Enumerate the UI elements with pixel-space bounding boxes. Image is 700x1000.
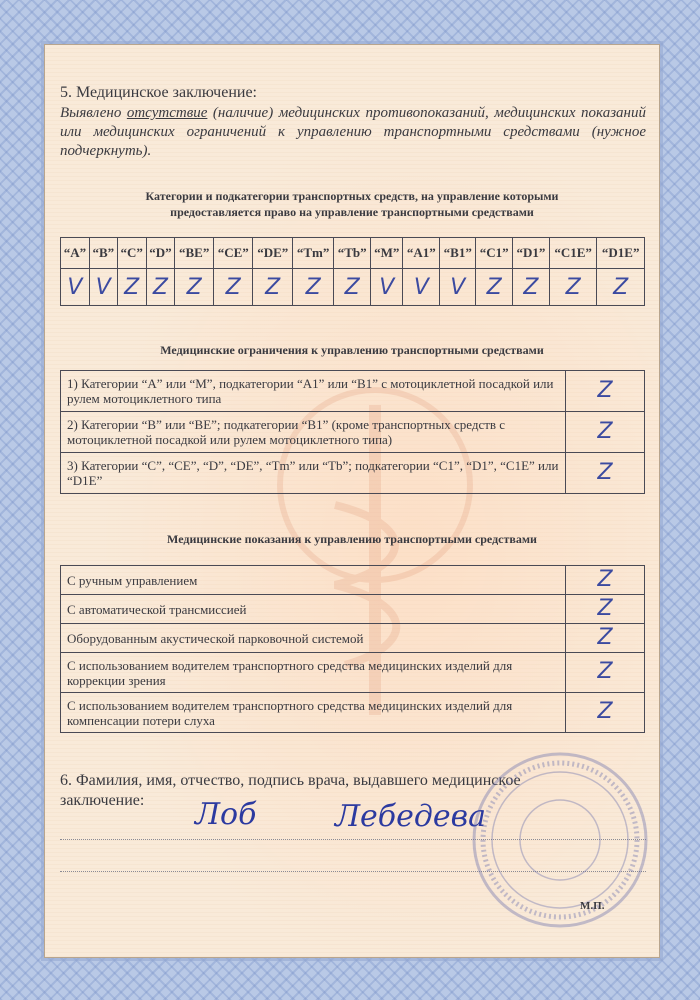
handwritten-mark: Z — [486, 274, 502, 300]
limitations-row-text: 1) Категории “A” или “M”, подкатегории “A1” или “B1” с мотоциклетной посадкой или рулем мотоциклетного типа — [61, 371, 566, 412]
category-header: “A” — [61, 238, 90, 269]
categories-table — [60, 237, 645, 306]
category-mark-cell — [549, 269, 597, 306]
category-mark-cell — [253, 269, 293, 306]
handwritten-mark: Z — [225, 274, 241, 300]
indications-row-text: Оборудованным акустической парковочной системой — [61, 624, 566, 653]
round-seal-stamp — [470, 750, 650, 930]
handwritten-mark: V — [95, 274, 111, 300]
indications-row-mark-cell — [566, 595, 645, 624]
handwritten-mark: Z — [186, 274, 202, 300]
category-mark-cell — [89, 269, 117, 306]
category-header: “C1E” — [549, 238, 597, 269]
category-mark-cell — [146, 269, 175, 306]
indications-caption: Медицинские показания к управлению транспортными средствами — [167, 532, 537, 546]
categories-marks-row — [61, 269, 645, 306]
limitations-row-mark-cell — [566, 412, 645, 453]
category-header: “D” — [146, 238, 175, 269]
indications-table — [60, 565, 645, 733]
category-mark-cell — [334, 269, 371, 306]
category-header: “Tm” — [292, 238, 333, 269]
handwritten-mark: Z — [597, 377, 613, 403]
category-mark-cell — [371, 269, 403, 306]
category-header: “A1” — [403, 238, 440, 269]
handwritten-mark: Z — [597, 699, 613, 724]
indications-row-mark-cell — [566, 566, 645, 595]
limitations-row-text: 3) Категории “C”, “CE”, “D”, “DE”, “Tm” или “Tb”; подкатегории “C1”, “D1”, “C1E” или “D1E” — [61, 453, 566, 494]
category-mark-cell — [61, 269, 90, 306]
doctor-signature-surname: Лебедева — [335, 799, 486, 834]
limitations-row-mark-cell — [566, 371, 645, 412]
category-header: “M” — [371, 238, 403, 269]
indications-row-mark-cell — [566, 624, 645, 653]
limitations-row-text: 2) Категории “B” или “BE”; подкатегории “B1” (кроме транспортных средств с мотоциклетной посадкой или рулем мотоциклетного типа) — [61, 412, 566, 453]
limitations-table — [60, 370, 645, 494]
limitations-row — [61, 412, 645, 453]
handwritten-mark: Z — [124, 274, 140, 300]
category-mark-cell — [513, 269, 550, 306]
handwritten-mark: V — [379, 274, 395, 300]
underlined-word: отсутствие — [126, 105, 208, 121]
category-header: “B” — [89, 238, 117, 269]
indications-row-mark-cell — [566, 653, 645, 693]
category-header: “CE” — [213, 238, 253, 269]
category-header: “C” — [117, 238, 146, 269]
category-header: “Tb” — [334, 238, 371, 269]
limitations-row — [61, 453, 645, 494]
category-mark-cell — [213, 269, 253, 306]
section5-title: 5. Медицинское заключение: — [60, 84, 257, 101]
indications-row — [61, 653, 645, 693]
categories-caption: Категории и подкатегории транспортных средств, на управление которыми предоставляется право на управление транспортными средствами — [145, 189, 559, 219]
indications-row — [61, 595, 645, 624]
indications-row-text: С использованием водителем транспортного средства медицинских изделий для компенсации потери слуха — [61, 693, 566, 733]
handwritten-mark: Z — [152, 274, 168, 300]
handwritten-mark: Z — [597, 595, 613, 621]
indications-row — [61, 624, 645, 653]
limitations-caption: Медицинские ограничения к управлению транспортными средствами — [160, 343, 544, 357]
category-mark-cell — [292, 269, 333, 306]
category-mark-cell — [476, 269, 513, 306]
form-paper — [44, 44, 660, 958]
limitations-row-mark-cell — [566, 453, 645, 494]
category-mark-cell — [597, 269, 645, 306]
categories-header-row — [61, 238, 645, 269]
section5-text: Выявлено отсутствие (наличие) медицинских противопоказаний, медицинских показаний или медицинских ограничений к управлению транспортными средствами (нужное подчеркнуть). — [60, 105, 646, 159]
handwritten-mark: Z — [597, 459, 613, 485]
indications-row — [61, 566, 645, 595]
category-header: “C1” — [476, 238, 513, 269]
category-mark-cell — [403, 269, 440, 306]
handwritten-mark: Z — [597, 624, 613, 650]
category-mark-cell — [440, 269, 476, 306]
doctor-signature: Лоб — [195, 797, 257, 832]
category-header: “DE” — [253, 238, 293, 269]
handwritten-mark: Z — [597, 659, 613, 684]
seal-label: М.П. — [580, 900, 605, 912]
section6-title: 6. Фамилия, имя, отчество, подпись врача, выдавшего медицинское заключение: — [60, 772, 521, 809]
handwritten-mark: Z — [305, 274, 321, 300]
handwritten-mark: V — [450, 274, 466, 300]
category-header: “D1E” — [597, 238, 645, 269]
handwritten-mark: Z — [597, 418, 613, 444]
handwritten-mark: Z — [613, 274, 629, 300]
handwritten-mark: Z — [597, 566, 613, 592]
indications-row-mark-cell — [566, 693, 645, 733]
handwritten-mark: Z — [265, 274, 281, 300]
indications-row-text: С автоматической трансмиссией — [61, 595, 566, 624]
limitations-row — [61, 371, 645, 412]
handwritten-mark: V — [413, 274, 429, 300]
indications-row-text: С использованием водителем транспортного средства медицинских изделий для коррекции зрения — [61, 653, 566, 693]
handwritten-mark: V — [67, 274, 83, 300]
handwritten-mark: Z — [344, 274, 360, 300]
category-header: “B1” — [440, 238, 476, 269]
category-mark-cell — [175, 269, 214, 306]
handwritten-mark: Z — [523, 274, 539, 300]
handwritten-mark: Z — [565, 274, 581, 300]
category-header: “D1” — [513, 238, 550, 269]
indications-row-text: С ручным управлением — [61, 566, 566, 595]
category-header: “BE” — [175, 238, 214, 269]
indications-row — [61, 693, 645, 733]
category-mark-cell — [117, 269, 146, 306]
